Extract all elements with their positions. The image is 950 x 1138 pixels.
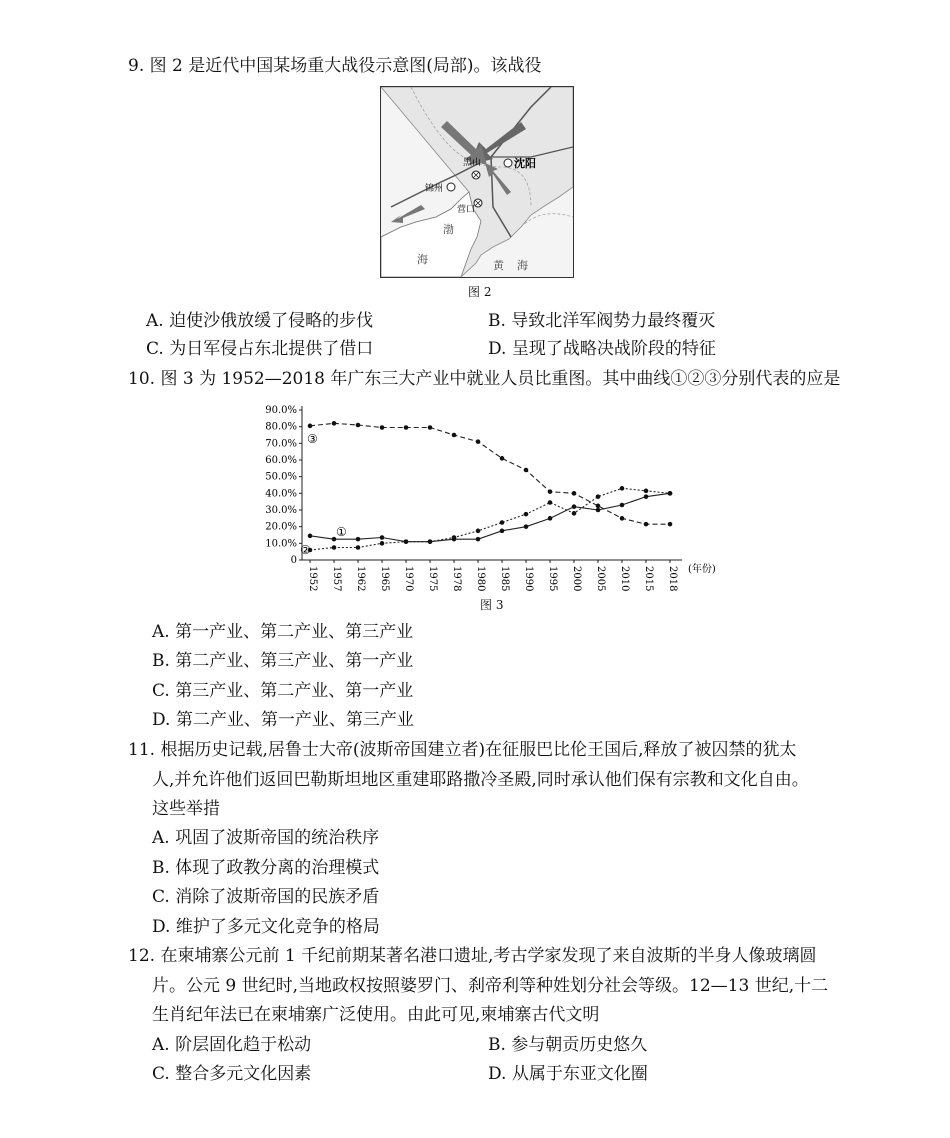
series-2-point <box>548 500 553 505</box>
series-2-point <box>668 491 673 496</box>
series-label-1: ① <box>336 525 347 540</box>
x-tick-label: 1952 <box>307 566 318 592</box>
x-tick-label: 2018 <box>667 566 678 592</box>
q12-stem-line2: 片。公元 9 世纪时,当地政权按照婆罗门、刹帝利等种姓划分社会等级。12—13 世纪,十二 <box>152 976 829 996</box>
series-2-point <box>620 486 625 491</box>
series-3-point <box>380 425 385 430</box>
q10-stem: 10. 图 3 为 1952—2018 年广东三大产业中就业人员比重图。其中曲线①②③分别代表的应是 <box>128 369 841 389</box>
x-tick-label: 1965 <box>379 566 390 592</box>
y-tick-label: 30.0% <box>265 505 297 516</box>
series-2-point <box>524 512 529 517</box>
series-3-point <box>644 522 649 527</box>
series-1-point <box>596 508 601 513</box>
map-label-jinzhou: 锦州 <box>425 184 444 194</box>
q11-stem-line2: 人,并允许他们返回巴勒斯坦地区重建耶路撒冷圣殿,同时承认他们保有宗教和文化自由。 <box>152 770 809 790</box>
q11-option-a[interactable]: A. 巩固了波斯帝国的统治秩序 <box>152 828 380 848</box>
x-tick-label: 1985 <box>499 566 510 592</box>
series-1-point <box>356 537 361 542</box>
series-3-point <box>620 516 625 521</box>
series-3-point <box>596 504 601 509</box>
q11-option-c[interactable]: C. 消除了波斯帝国的民族矛盾 <box>152 887 380 907</box>
series-1-point <box>476 537 481 542</box>
map-label-huang: 黄 <box>493 259 504 272</box>
y-tick-label: 10.0% <box>265 538 297 550</box>
series-3-point <box>356 423 361 428</box>
series-2-point <box>404 539 409 544</box>
map-label-heishan: 黑山 <box>463 158 482 168</box>
q9-stem: 9. 图 2 是近代中国某场重大战役示意图(局部)。该战役 <box>128 56 542 76</box>
series-3-point <box>500 456 505 461</box>
y-tick-label: 70.0% <box>265 438 297 450</box>
battle-map-svg <box>381 87 573 277</box>
series-line-1 <box>310 493 670 541</box>
x-tick-label: 1980 <box>475 566 486 592</box>
series-label-2: ② <box>300 543 311 557</box>
series-2-point <box>428 539 433 544</box>
x-tick-label: 1995 <box>547 566 558 592</box>
y-tick-label: 0 <box>290 555 297 566</box>
series-3-point <box>452 433 457 438</box>
q12-option-b[interactable]: B. 参与朝贡历史悠久 <box>488 1035 648 1055</box>
employment-line-chart <box>250 395 730 595</box>
x-tick-label: 1957 <box>331 566 342 592</box>
series-1-point <box>308 534 313 539</box>
series-3-point <box>668 522 673 527</box>
series-2-point <box>380 541 385 546</box>
series-3-point <box>404 425 409 430</box>
q11-option-b[interactable]: B. 体现了政教分离的治理模式 <box>152 858 380 878</box>
q11-stem-line3: 这些举措 <box>152 799 220 819</box>
series-2-point <box>596 494 601 499</box>
series-3-point <box>428 425 433 430</box>
figure3-caption: 图 3 <box>480 598 504 612</box>
q9-option-c[interactable]: C. 为日军侵占东北提供了借口 <box>146 339 374 359</box>
q12-stem-line3: 生肖纪年法已在柬埔寨广泛使用。由此可见,柬埔寨古代文明 <box>152 1005 600 1025</box>
x-tick-label: 2015 <box>643 566 654 592</box>
q10-option-a[interactable]: A. 第一产业、第二产业、第三产业 <box>152 622 414 642</box>
x-tick-label: 1962 <box>355 566 366 592</box>
figure2-caption: 图 2 <box>468 285 492 299</box>
series-2-point <box>500 520 505 525</box>
x-tick-label: 2010 <box>619 566 630 592</box>
q9-option-d[interactable]: D. 呈现了战略决战阶段的特征 <box>488 339 716 359</box>
x-tick-label: 1978 <box>451 566 462 592</box>
map-label-yingkou: 营口 <box>457 205 476 215</box>
series-line-3 <box>310 423 670 524</box>
q10-option-b[interactable]: B. 第二产业、第三产业、第一产业 <box>152 651 414 671</box>
x-tick-label: 2005 <box>595 566 606 592</box>
series-1-point <box>524 524 529 529</box>
x-axis-unit-label: (年份) <box>688 564 716 575</box>
series-1-point <box>572 504 577 509</box>
q10-option-d[interactable]: D. 第二产业、第一产业、第三产业 <box>152 710 414 730</box>
series-2-point <box>356 545 361 550</box>
series-2-point <box>572 511 577 516</box>
q9-option-b[interactable]: B. 导致北洋军阀势力最终覆灭 <box>488 311 716 331</box>
series-label-3: ③ <box>307 431 318 446</box>
battle-map <box>380 86 574 278</box>
series-3-point <box>332 421 337 426</box>
x-tick-label: 2000 <box>571 566 582 592</box>
y-tick-label: 50.0% <box>265 471 297 483</box>
series-line-2 <box>310 488 670 550</box>
q9-option-a[interactable]: A. 迫使沙俄放缓了侵略的步伐 <box>146 311 374 331</box>
series-1-point <box>620 503 625 508</box>
q12-option-c[interactable]: C. 整合多元文化因素 <box>152 1064 312 1084</box>
q10-option-c[interactable]: C. 第三产业、第二产业、第一产业 <box>152 681 414 701</box>
x-tick-label: 1990 <box>523 566 534 592</box>
series-3-point <box>524 468 529 473</box>
q12-option-a[interactable]: A. 阶层固化趋于松动 <box>152 1035 312 1055</box>
series-2-point <box>332 545 337 550</box>
y-tick-label: 20.0% <box>265 521 297 533</box>
map-label-bohai-hai: 海 <box>417 253 428 266</box>
y-tick-label: 80.0% <box>265 421 297 433</box>
series-3-point <box>572 491 577 496</box>
q11-stem-line1: 11. 根据历史记载,居鲁士大帝(波斯帝国建立者)在征服巴比伦王国后,释放了被囚禁的犹太 <box>128 740 797 760</box>
series-2-point <box>644 489 649 494</box>
series-1-point <box>380 535 385 540</box>
map-label-huanghai-hai: 海 <box>517 259 528 272</box>
series-3-point <box>548 489 553 494</box>
series-1-point <box>548 516 553 521</box>
series-3-point <box>476 439 481 444</box>
y-tick-label: 90.0% <box>265 405 297 416</box>
map-label-bo: 渤 <box>443 223 454 236</box>
q12-option-d[interactable]: D. 从属于东亚文化圈 <box>488 1064 648 1084</box>
series-1-point <box>500 529 505 534</box>
x-tick-label: 1975 <box>427 566 438 592</box>
series-2-point <box>452 535 457 540</box>
series-1-point <box>644 494 649 499</box>
q12-stem-line1: 12. 在柬埔寨公元前 1 千纪前期某著名港口遗址,考古学家发现了来自波斯的半身人像玻璃圆 <box>128 946 817 966</box>
y-tick-label: 60.0% <box>265 455 297 466</box>
series-3-point <box>308 424 313 429</box>
series-2-point <box>476 529 481 534</box>
q11-option-d[interactable]: D. 维护了多元文化竞争的格局 <box>152 917 380 937</box>
y-tick-label: 40.0% <box>265 488 297 500</box>
map-label-shenyang: 沈阳 <box>514 157 536 170</box>
x-tick-label: 1970 <box>403 566 414 592</box>
